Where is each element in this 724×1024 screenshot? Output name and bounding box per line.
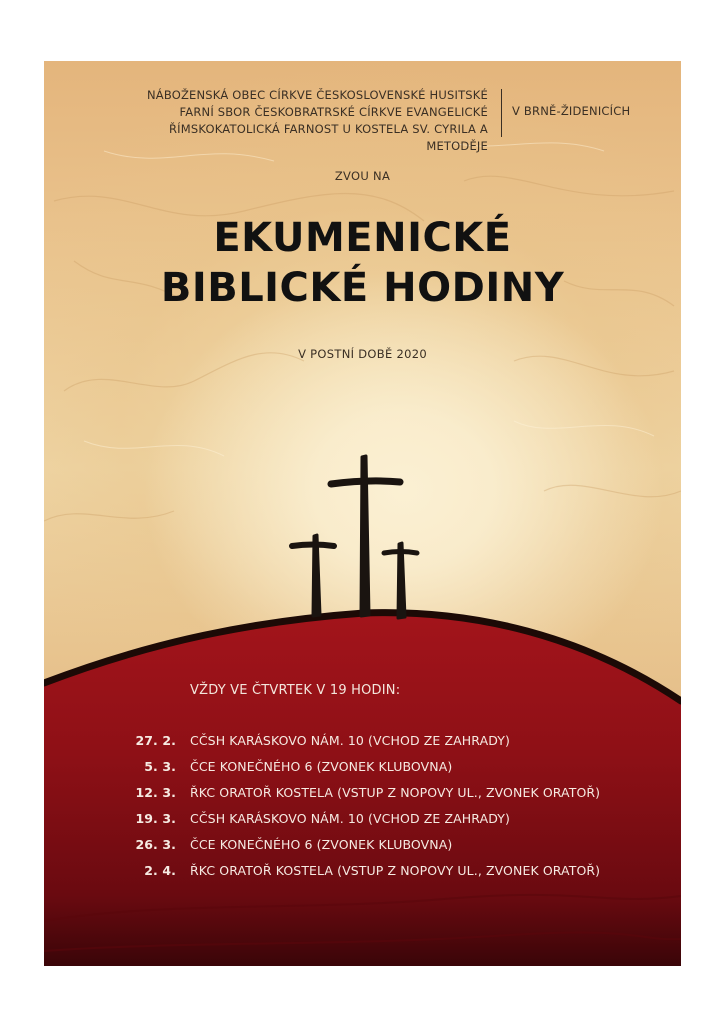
event-date: 19. 3. — [135, 811, 176, 826]
location-label: V BRNĚ-ŽIDENICÍCH — [512, 104, 631, 118]
event-location: ŘKC ORATOŘ KOSTELA (VSTUP Z NOPOVY UL., ZVONEK ORATOŘ) — [190, 863, 601, 878]
title-line: BIBLICKÉ HODINY — [160, 265, 565, 311]
event-row — [44, 863, 681, 889]
event-row — [44, 785, 681, 811]
event-location: ČCE KONEČNÉHO 6 (ZVONEK KLUBOVNA) — [190, 759, 453, 774]
poster-subtitle: V POSTNÍ DOBĚ 2020 — [298, 347, 427, 361]
event-location: ČCE KONEČNÉHO 6 (ZVONEK KLUBOVNA) — [190, 837, 453, 852]
event-date: 12. 3. — [135, 785, 176, 800]
event-date: 2. 4. — [144, 863, 176, 878]
event-date: 26. 3. — [135, 837, 176, 852]
crosses — [292, 456, 417, 618]
event-row — [44, 837, 681, 863]
title-line: EKUMENICKÉ — [213, 215, 512, 261]
event-location: CČSH KARÁSKOVO NÁM. 10 (VCHOD ZE ZAHRADY) — [190, 811, 510, 826]
cross-right — [398, 543, 405, 618]
organizer-line: FARNÍ SBOR ČESKOBRATRSKÉ CÍRKVE EVANGELICKÉ — [179, 105, 488, 119]
event-location: ŘKC ORATOŘ KOSTELA (VSTUP Z NOPOVY UL., ZVONEK ORATOŘ) — [190, 785, 601, 800]
event-date: 5. 3. — [144, 759, 176, 774]
schedule-heading: VŽDY VE ČTVRTEK V 19 HODIN: — [190, 683, 401, 698]
organizer-line: NÁBOŽENSKÁ OBEC CÍRKVE ČESKOSLOVENSKÉ HUSITSKÉ — [146, 88, 488, 102]
event-row — [44, 733, 681, 759]
invite-text: ZVOU NA — [334, 169, 391, 183]
event-date: 27. 2. — [135, 733, 176, 748]
poster — [44, 61, 681, 966]
organizer-line: ŘÍMSKOKATOLICKÁ FARNOST U KOSTELA SV. CYRILA A METODĚJE — [168, 122, 488, 153]
event-location: CČSH KARÁSKOVO NÁM. 10 (VCHOD ZE ZAHRADY) — [190, 733, 510, 748]
event-row — [44, 759, 681, 785]
event-row — [44, 811, 681, 837]
